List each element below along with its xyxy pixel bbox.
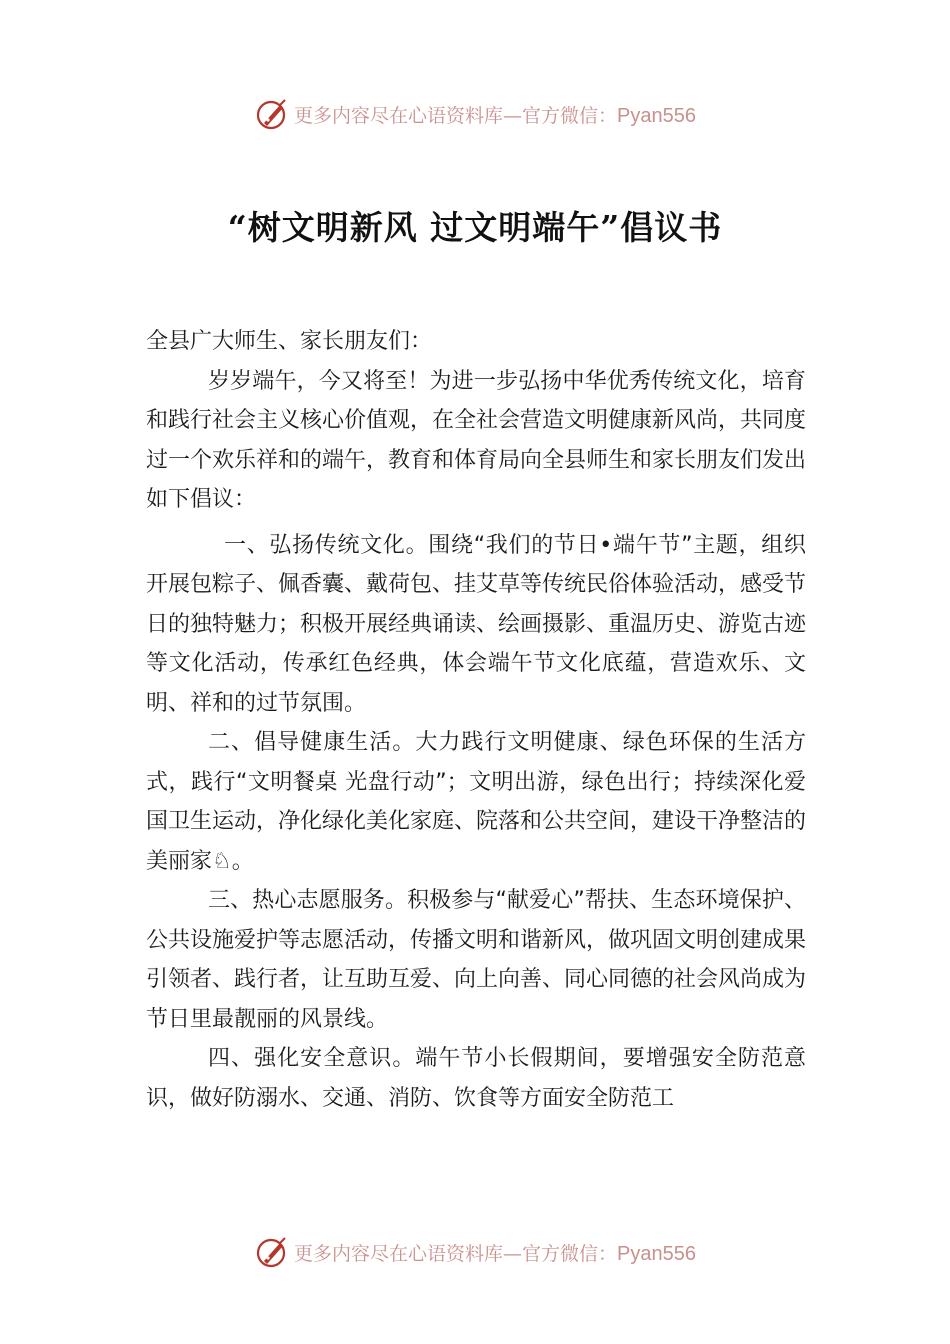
watermark-wechat-id: Pyan556 [617,104,696,127]
watermark-text: 更多内容尽在心语资料库—官方微信： [294,104,618,127]
document-title: “树文明新风 过文明端午”倡议书 [227,208,723,247]
paragraph-intro: 岁岁端午，今又将至！为进一步弘扬中华优秀传统文化，培育和践行社会主义核心价值观，在全社会营造文明健康新风尚，共同度过一个欢乐祥和的端午，教育和体育局向全县师生和家长朋友们发出如下倡议： [146,368,807,512]
watermark-text: 更多内容尽在心语资料库—官方微信： [294,1242,618,1265]
pen-nib-logo-icon [254,1234,290,1270]
paragraph-item-2: 二、倡导健康生活。大力践行文明健康、绿色环保的生活方式，践行“文明餐桌 光盘行动”；文明出游，绿色出行；持续深化爱国卫生运动，净化绿化美化家庭、院落和公共空间，建设干净整洁的美丽家♘。 [146,730,807,874]
paragraph-item-3: 三、热心志愿服务。积极参与“献爱心”帮扶、生态环境保护、公共设施爱护等志愿活动，传播文明和谐新风，做巩固文明创建成果引领者、践行者，让互助互爱、向上向善、同心同德的社会风尚成为节日里最靓丽的风景线。 [146,888,807,1032]
salutation: 全县广大师生、家长朋友们： [146,329,433,354]
paragraph-item-1: 一、弘扬传统文化。围绕“我们的节日•端午节”主题，组织开展包粽子、佩香囊、戴荷包、挂艾草等传统民俗体验活动，感受节日的独特魅力；积极开展经典诵读、绘画摄影、重温历史、游览古迹等文化活动，传承红色经典，体会端午节文化底蕴，营造欢乐、文明、祥和的过节氛围。 [146,532,807,716]
watermark-footer [0,1234,950,1270]
document-body [146,322,806,1118]
paragraph-item-4: 四、强化安全意识。端午节小长假期间，要增强安全防范意识，做好防溺水、交通、消防、饮食等方面安全防范工 [146,1046,806,1111]
watermark-header [0,96,950,132]
pen-nib-logo-icon [254,96,290,132]
watermark-wechat-id: Pyan556 [617,1242,696,1265]
